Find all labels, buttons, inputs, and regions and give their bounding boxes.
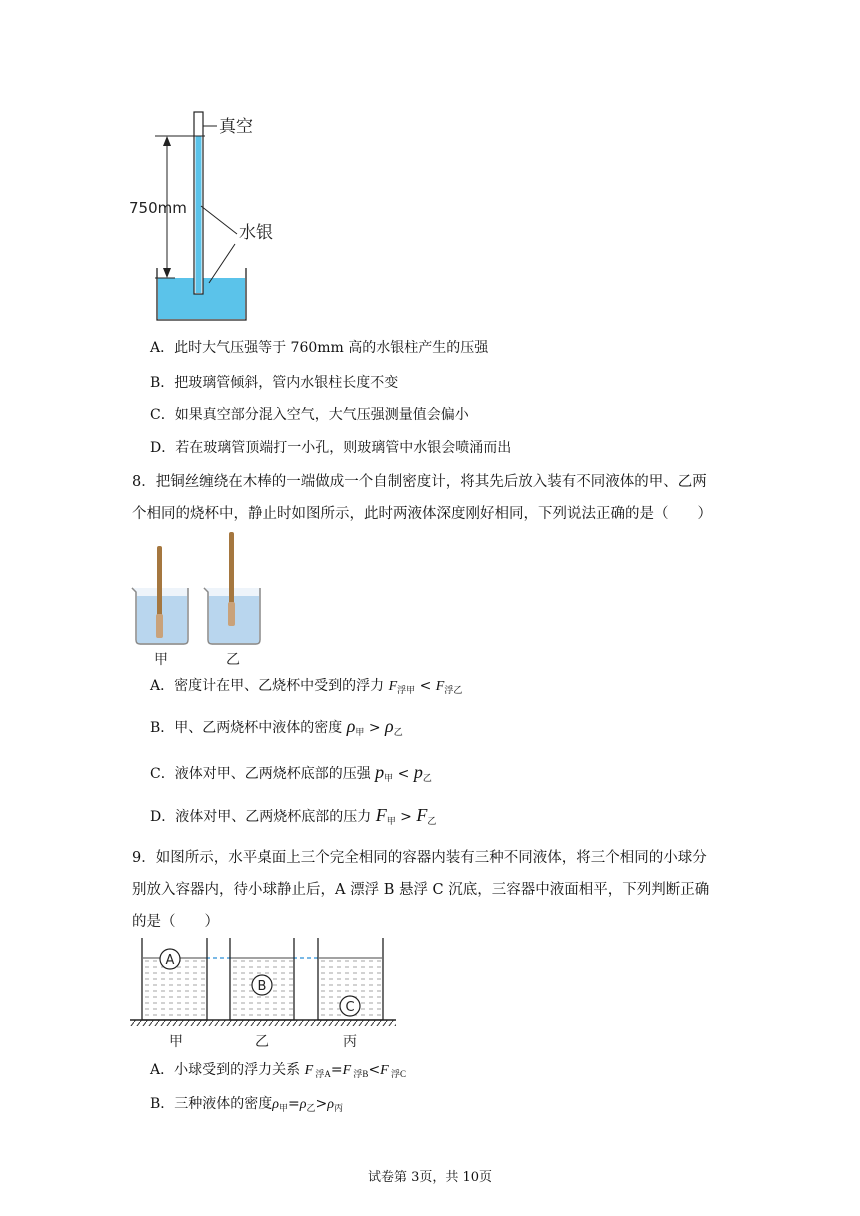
q9-option-a: A．小球受到的浮力关系 F $_{浮A}$=F $_{浮B}$<F $_{浮C}$ <box>150 1062 406 1079</box>
container-label-bing: 丙 <box>343 1034 357 1050</box>
page-footer: 试卷第 3页，共 10页 <box>367 1170 493 1185</box>
ball-label-c: C <box>345 1000 355 1015</box>
q8-option-d: D．液体对甲、乙两烧杯底部的压力 $F_甲 > F_乙$ <box>150 805 437 827</box>
vacuum-label: 真空 <box>219 117 253 137</box>
q7-option-a: A．此时大气压强等于 760mm 高的水银柱产生的压强 <box>150 340 489 356</box>
container-label-jia: 甲 <box>169 1034 183 1050</box>
mercury-label: 水银 <box>239 223 273 243</box>
q7-option-c: C．如果真空部分混入空气，大气压强测量值会偏小 <box>150 407 469 423</box>
container-label-yi: 乙 <box>255 1034 269 1050</box>
q9-option-b: B．三种液体的密度$\rho_甲=\rho_乙>\rho_丙$ <box>150 1096 344 1114</box>
beaker-label-jia: 甲 <box>154 652 168 668</box>
mercury-column <box>196 136 202 293</box>
beaker-label-yi: 乙 <box>226 652 240 668</box>
q8-option-c: C．液体对甲、乙两烧杯底部的压强 $p_甲 < p_乙$ <box>150 762 432 784</box>
height-label: 750mm <box>129 199 187 217</box>
q9-stem-line1: 9．如图所示，水平桌面上三个完全相同的容器内装有三种不同液体，将三个相同的小球分 <box>132 850 707 866</box>
q7-option-b: B．把玻璃管倾斜，管内水银柱长度不变 <box>150 375 399 391</box>
q8-option-a: A．密度计在甲、乙烧杯中受到的浮力 $F_{浮甲} < F_{浮乙}$ <box>150 678 463 696</box>
ball-label-a: A <box>165 953 175 968</box>
q8-stem-line1: 8．把铜丝缠绕在木棒的一端做成一个自制密度计，将其先后放入装有不同液体的甲、乙两 <box>132 474 707 490</box>
q7-option-d: D．若在玻璃管顶端打一小孔，则玻璃管中水银会喷涌而出 <box>150 440 512 456</box>
ball-label-b: B <box>257 979 267 994</box>
q8-option-b: B．甲、乙两烧杯中液体的密度 $\rho_甲 > \rho_乙$ <box>150 716 403 738</box>
containers-figure <box>128 934 400 1052</box>
q9-stem-line3: 的是（ ） <box>132 914 219 930</box>
hydrometer-figure <box>128 530 274 670</box>
q9-stem-line2: 别放入容器内，待小球静止后，A 漂浮 B 悬浮 C 沉底，三容器中液面相平，下列判断正确 <box>132 882 710 898</box>
barometer-figure <box>125 108 295 324</box>
q8-stem-line2: 个相同的烧杯中，静止时如图所示，此时两液体深度刚好相同，下列说法正确的是（ ） <box>132 506 712 522</box>
